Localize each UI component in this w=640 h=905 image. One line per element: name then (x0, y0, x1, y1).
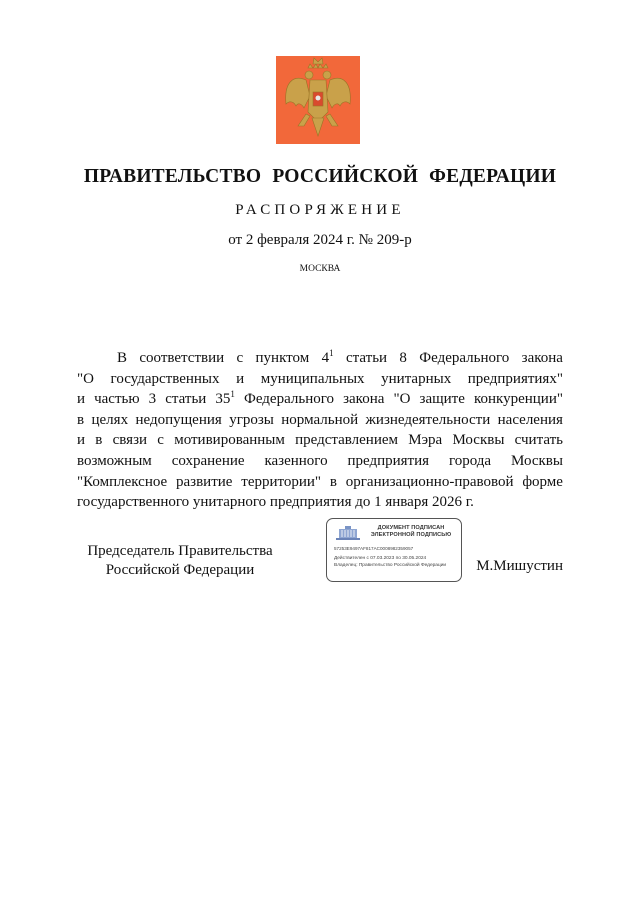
certificate-owner: Владелец: Правительство Российской Федерации (334, 563, 447, 568)
document-type: РАСПОРЯЖЕНИЕ (235, 202, 405, 218)
body-line: и в связи с мотивированным представлением Мэра Москвы считать (77, 432, 563, 449)
certificate-validity: Действителен с 07.03.2023 по 30.05.2024 (334, 556, 427, 561)
government-title: ПРАВИТЕЛЬСТВО РОССИЙСКОЙ ФЕДЕРАЦИИ (83, 166, 557, 187)
government-building-icon (335, 525, 361, 541)
body-line: и частью 3 статьи $35^1$ Федерального закона "О защите конкуренции" (77, 389, 563, 408)
body-line: возможным сохранение казенного предприятия города Москвы (77, 452, 563, 469)
signatory-name: М.Мишустин (476, 558, 563, 574)
body-line: в целях недопущения угрозы нормальной жизнедеятельности населения (77, 411, 563, 428)
coat-of-arms-emblem (276, 56, 360, 144)
body-line: "Комплексное развитие территории" в организационно-правовой форме (77, 473, 563, 490)
order-body-text (77, 348, 563, 513)
body-line: государственного унитарного предприятия до 1 января 2026 г. (77, 494, 474, 511)
electronic-signature-stamp (326, 518, 462, 582)
signatory-position: Председатель Правительства Российской Федерации (87, 543, 273, 578)
document-city: МОСКВА (299, 264, 341, 274)
certificate-serial: 57253E9497AF817AC0008982359057 (334, 546, 414, 551)
stamp-title: ДОКУМЕНТ ПОДПИСАН ЭЛЕКТРОННОЙ ПОДПИСЬЮ (370, 525, 452, 538)
body-line: "О государственных и муниципальных унитарных предприятиях" (77, 370, 563, 387)
document-date-number: от 2 февраля 2024 г. № 209-р (228, 232, 412, 248)
body-line: В соответствии с пунктом $4^1$ статьи 8 Федерального закона (117, 348, 563, 366)
